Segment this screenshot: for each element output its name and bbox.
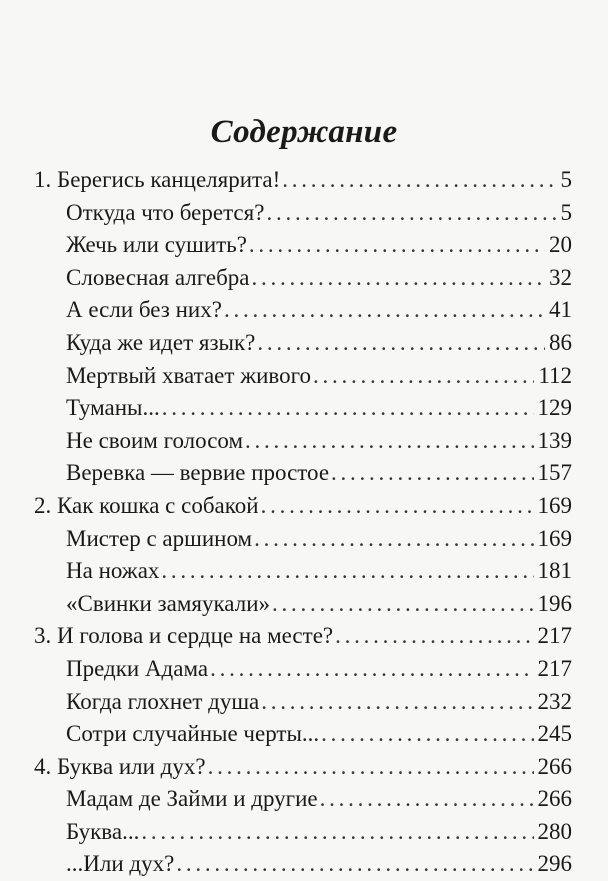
toc-page-number: 196	[537, 590, 572, 616]
dot-leader	[321, 718, 533, 751]
toc-entry-title: Предки Адама	[66, 655, 209, 681]
toc-entry-title: А если без них?	[66, 297, 222, 323]
dot-leader	[208, 751, 534, 784]
dot-leader	[224, 294, 545, 327]
toc-page-number: 217	[537, 623, 572, 649]
toc-page-number: 5	[560, 199, 572, 225]
toc-page-number: 181	[537, 558, 572, 584]
toc-page-number: 296	[537, 851, 572, 877]
toc-entry-title: Буква...	[66, 818, 140, 844]
toc-page-number: 86	[549, 329, 572, 355]
toc-page-number: 5	[560, 167, 572, 192]
dot-leader	[266, 197, 556, 230]
toc-subentry	[66, 848, 572, 881]
toc-page-number: 280	[537, 818, 572, 844]
toc-entry-title: Сотри случайные черты...	[66, 721, 320, 747]
dot-leader	[245, 425, 533, 458]
toc-subentry	[66, 686, 572, 719]
toc-entry-title: Когда глохнет душа	[66, 688, 260, 714]
toc-chapter	[34, 751, 572, 784]
dot-leader	[210, 653, 533, 686]
toc-chapter	[34, 164, 572, 197]
dot-leader	[254, 523, 533, 556]
toc-entry-title: На ножах	[66, 558, 160, 584]
dot-leader	[141, 816, 533, 849]
toc-chapter	[34, 620, 572, 653]
toc-subentry	[66, 392, 572, 425]
toc-subentry	[66, 197, 572, 230]
toc-entry-title: Жечь или сушить?	[66, 232, 247, 258]
toc-page-number: 266	[537, 753, 572, 779]
dot-leader	[161, 555, 533, 588]
toc-entry-title: ...Или дух?	[66, 851, 175, 877]
toc-subentry	[66, 816, 572, 849]
toc-page-number: 139	[537, 427, 572, 453]
toc-subentry	[66, 229, 572, 262]
dot-leader	[176, 848, 533, 881]
toc-page-number: 32	[549, 264, 572, 290]
toc-page-number: 169	[537, 525, 572, 551]
toc-entry-title: Откуда что берется?	[66, 199, 265, 225]
toc-page-number: 112	[538, 362, 572, 388]
dot-leader	[261, 686, 533, 719]
toc-page-number: 157	[537, 460, 572, 486]
toc-entry-title: Не своим голосом	[66, 427, 244, 453]
dot-leader	[320, 783, 534, 816]
toc-subentry	[66, 555, 572, 588]
toc-page-number: 129	[537, 395, 572, 421]
toc-entry-title: Мадам де Займи и другие	[66, 786, 318, 812]
toc-subentry	[66, 588, 572, 621]
dot-leader	[331, 457, 533, 490]
toc-entry-title: Куда же идет язык?	[66, 329, 256, 355]
toc-subentry	[66, 653, 572, 686]
toc-entry-title: Веревка — вервие простое	[66, 460, 330, 486]
toc-subentry	[66, 783, 572, 816]
toc-page-number: 245	[537, 721, 572, 747]
toc-page-number: 169	[537, 492, 572, 518]
toc-subentry	[66, 327, 572, 360]
toc-entry-title: 4. Буква или дух?	[34, 753, 206, 779]
dot-leader	[249, 229, 545, 262]
toc-page-number: 41	[549, 297, 572, 323]
toc-subentry	[66, 718, 572, 751]
dot-leader	[335, 620, 533, 653]
dot-leader	[257, 327, 545, 360]
table-of-contents	[34, 164, 572, 881]
toc-page-number: 20	[549, 232, 572, 258]
dot-leader	[282, 164, 556, 197]
toc-subentry	[66, 457, 572, 490]
toc-chapter	[34, 490, 572, 523]
toc-entry-title: 3. И голова и сердце на месте?	[34, 623, 334, 649]
toc-entry-title: Мертвый хватает живого	[66, 362, 311, 388]
toc-subentry	[66, 523, 572, 556]
toc-entry-title: Словесная алгебра	[66, 264, 250, 290]
toc-entry-title: Мистер с аршином	[66, 525, 253, 551]
toc-entry-title: «Свинки замяукали»	[66, 590, 271, 616]
dot-leader	[162, 392, 534, 425]
dot-leader	[313, 360, 534, 393]
toc-page-number: 217	[537, 655, 572, 681]
dot-leader	[261, 490, 534, 523]
toc-entry-title: 2. Как кошка с собакой	[34, 492, 259, 518]
toc-page-number: 266	[537, 786, 572, 812]
toc-entry-title: Туманы...	[66, 395, 160, 421]
dot-leader	[252, 262, 545, 295]
toc-subentry	[66, 425, 572, 458]
toc-page-number: 232	[537, 688, 572, 714]
toc-subentry	[66, 360, 572, 393]
page-title: Содержание	[210, 114, 398, 151]
dot-leader	[272, 588, 533, 621]
toc-subentry	[66, 294, 572, 327]
toc-subentry	[66, 262, 572, 295]
toc-entry-title: 1. Берегись канцелярита!	[34, 167, 281, 192]
